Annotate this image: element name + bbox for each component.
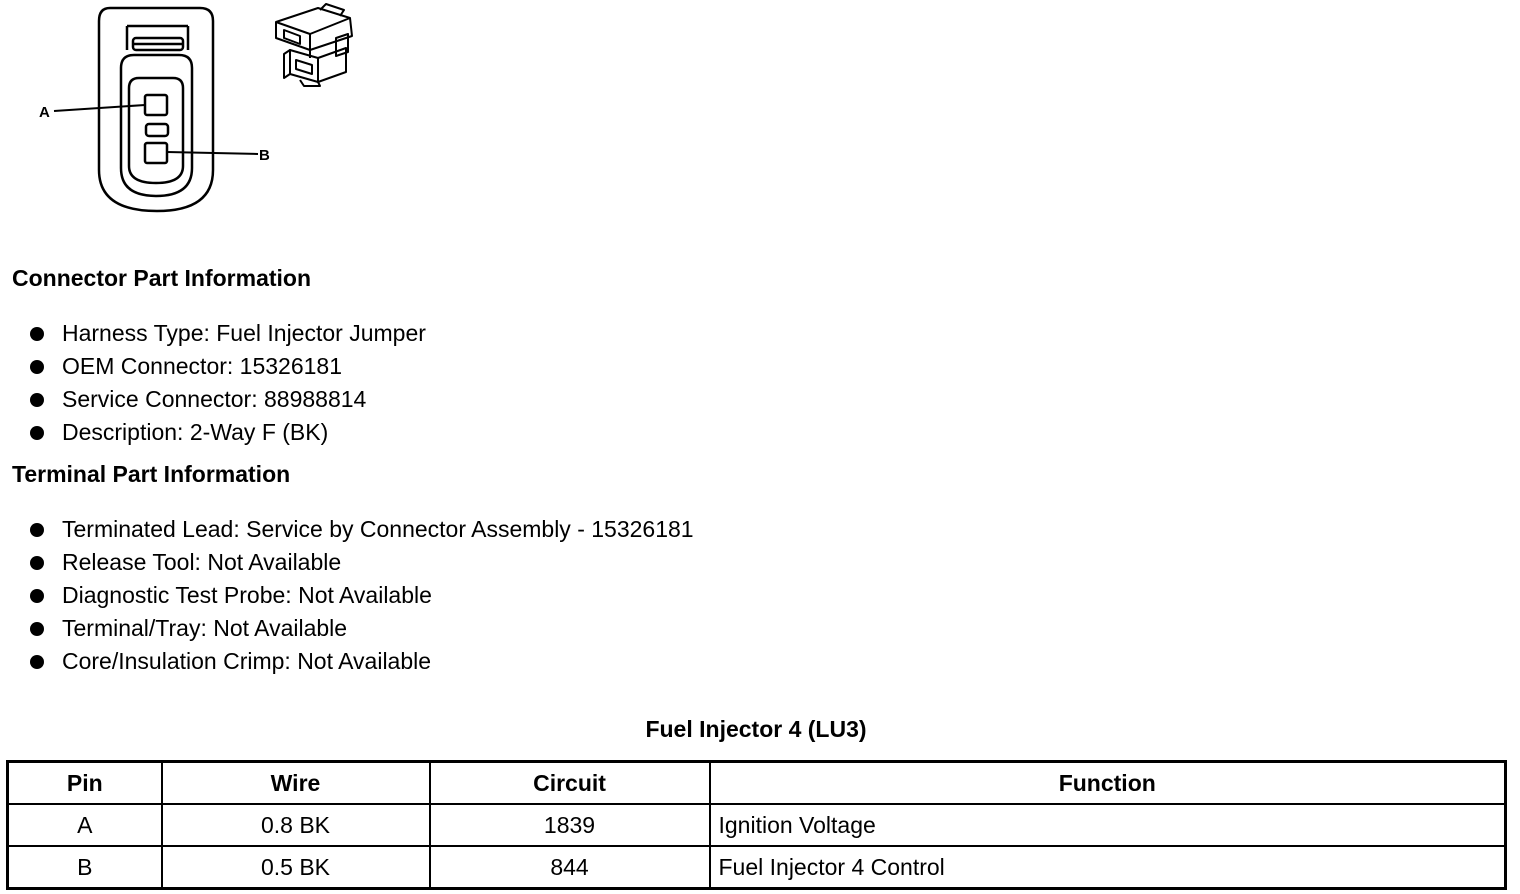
list-item: Core/Insulation Crimp: Not Available [28,645,694,678]
column-header-function: Function [710,762,1506,805]
list-item: Diagnostic Test Probe: Not Available [28,579,694,612]
list-item: Release Tool: Not Available [28,546,694,579]
cell-circuit: 844 [430,846,710,889]
pin-table [6,760,1507,890]
list-item: Terminal/Tray: Not Available [28,612,694,645]
column-header-pin: Pin [8,762,162,805]
callout-label-b: B [259,147,270,164]
table-title: Fuel Injector 4 (LU3) [645,716,867,742]
list-item: Harness Type: Fuel Injector Jumper [28,317,426,350]
cell-wire: 0.8 BK [162,804,430,846]
table-row [8,846,1506,889]
cell-pin: B [8,846,162,889]
terminal-info-title: Terminal Part Information [12,461,291,487]
terminal-info-list [28,513,694,678]
cell-wire: 0.5 BK [162,846,430,889]
cell-pin: A [8,804,162,846]
list-item: Description: 2-Way F (BK) [28,416,426,449]
cell-circuit: 1839 [430,804,710,846]
table-row [8,804,1506,846]
table-header-row [8,762,1506,805]
connector-diagram [30,0,370,220]
connector-info-title: Connector Part Information [12,265,312,291]
cell-function: Fuel Injector 4 Control [710,846,1506,889]
column-header-circuit: Circuit [430,762,710,805]
column-header-wire: Wire [162,762,430,805]
connector-center-key [146,124,168,136]
cell-function: Ignition Voltage [710,804,1506,846]
callout-label-a: A [39,104,50,121]
callout-leader-b [167,152,258,154]
connector-isometric-view [276,4,352,86]
list-item: Service Connector: 88988814 [28,383,426,416]
list-item: OEM Connector: 15326181 [28,350,426,383]
connector-info-list [28,317,426,449]
list-item: Terminated Lead: Service by Connector Assembly - 15326181 [28,513,694,546]
terminal-b-cavity [145,143,167,163]
terminal-a-cavity [145,95,167,115]
